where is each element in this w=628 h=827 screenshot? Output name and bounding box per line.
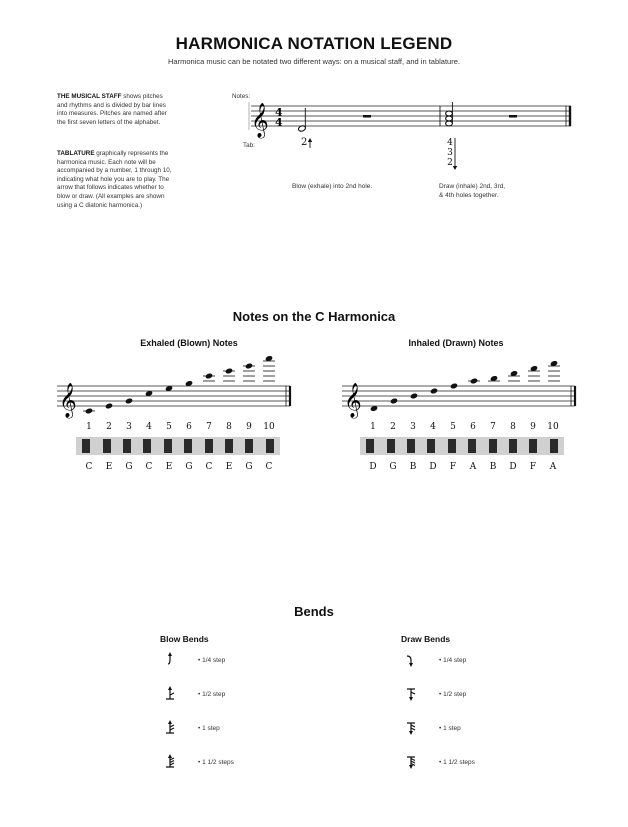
whole-note-icon [450,383,458,390]
blow-bend-row [160,684,234,704]
whole-note-icon [390,398,398,405]
hole-number: 7 [490,422,496,432]
hole-number: 6 [470,422,476,432]
draw-bend-row [401,684,475,704]
draw-bends-title: Draw Bends [401,634,451,644]
note-letter: G [125,462,133,472]
exhaled-note-letters [79,462,279,472]
note-letter: E [105,462,113,472]
whole-note-icon [263,355,275,381]
half-rest-icon [363,115,371,118]
draw-bend-label: • 1/2 step [439,690,467,698]
hole-number: 4 [146,422,152,432]
note-letter: G [389,462,397,472]
hole-number: 1 [86,422,92,432]
hole-number: 9 [530,422,536,432]
bends-title: Bends [294,604,334,619]
note-letter: F [449,462,457,472]
draw-tab-number: 3 [447,148,453,158]
blow-bend-row [160,752,234,772]
whole-note-icon [528,365,540,381]
note-letter: D [369,462,377,472]
note-letter: C [145,462,153,472]
hole-number: 3 [410,422,416,432]
whole-step-blow-bend-icon [160,718,186,738]
step-and-half-blow-bend-icon [160,752,186,772]
hole-number: 5 [166,422,172,432]
note-letter: E [165,462,173,472]
notes-label: Notes: [232,93,251,100]
whole-note-icon [430,388,438,395]
treble-clef-icon: 𝄞 [59,383,77,418]
blow-bend-row [160,718,234,738]
blow-caption: Blow (exhale) into 2nd hole. [292,183,373,190]
quarter-step-draw-bend-icon [401,650,427,670]
example-staff [243,96,583,176]
blow-bends-title: Blow Bends [160,634,209,644]
whole-note-icon [125,398,133,405]
half-step-blow-bend-icon [160,684,186,704]
treble-clef-icon: 𝄞 [251,103,269,138]
hole-number: 7 [206,422,212,432]
whole-step-draw-bend-icon [401,718,427,738]
exhaled-harmonica-holes-icon [76,437,280,455]
note-letter: G [245,462,253,472]
note-letter: B [409,462,417,472]
draw-tab-numbers [446,138,454,168]
note-letter: E [225,462,233,472]
note-letter: D [429,462,437,472]
inhaled-hole-numbers [363,422,563,432]
whole-note-icon [83,408,95,415]
staff-explanation-body: shows pitches and rhythms and is divided by bar lines into measures. Pitches are named after the first seven letters of the alphabet. [57,93,167,126]
draw-caption-line: & 4th holes together. [439,192,499,199]
whole-note-icon [548,360,560,381]
blow-bends-list [160,650,234,772]
inhaled-note-letters [363,462,563,472]
whole-note-icon [223,368,235,381]
staff-explanation [57,93,175,127]
hole-number: 5 [450,422,456,432]
hole-number: 6 [186,422,192,432]
draw-bend-row [401,718,475,738]
note-letter: D [509,462,517,472]
example-staff-lines [251,106,571,126]
draw-caption-line: Draw (inhale) 2nd, 3rd, [439,183,506,190]
blow-bend-row [160,650,234,670]
blow-bend-label: • 1 step [198,724,220,732]
tablature-explanation [57,150,175,210]
note-letter: B [489,462,497,472]
blow-tab-number: 2 [301,137,308,148]
inhaled-notes-staff [340,352,580,422]
page-title: HARMONICA NOTATION LEGEND [175,34,453,53]
hole-number: 8 [226,422,232,432]
whole-note-icon [488,375,500,382]
note-letter: F [529,462,537,472]
whole-note-icon [105,403,113,410]
staff-explanation-lead: THE MUSICAL STAFF [57,93,122,100]
inhaled-notes-title: Inhaled (Drawn) Notes [408,338,504,348]
blow-arrow-icon [308,138,312,148]
hole-number: 4 [430,422,436,432]
quarter-step-blow-bend-icon [160,650,186,670]
draw-bend-label: • 1/4 step [439,656,467,664]
step-and-half-draw-bend-icon [401,752,427,772]
inhaled-harmonica-holes-icon [360,437,564,455]
time-signature-bottom: 4 [275,116,283,129]
draw-bend-row [401,752,475,772]
draw-bend-row [401,650,475,670]
blow-bend-label: • 1/2 step [198,690,226,698]
exhaled-hole-numbers [79,422,279,432]
hole-number: 2 [390,422,396,432]
page-subtitle: Harmonica music can be notated two different ways: on a musical staff, and in tablature. [168,57,460,66]
hole-number: 2 [106,422,112,432]
whole-note-icon [243,363,255,381]
draw-bend-label: • 1 1/2 steps [439,758,475,766]
tablature-explanation-body: graphically represents the harmonica music. Each note will be accompanied by a number, 1 through 10, indicating what hole you are to play. The arrow that follows indicates whether to blow or draw. (All examples are shown using a C diatonic harmonica.) [57,150,172,209]
draw-tab-number: 4 [447,138,453,148]
hole-number: 3 [126,422,132,432]
note-letter: C [85,462,93,472]
note-letter: C [205,462,213,472]
exhaled-notes-title: Exhaled (Blown) Notes [140,338,238,348]
time-signature-top: 4 [275,106,283,119]
whole-note-icon [410,393,418,400]
hole-number: 8 [510,422,516,432]
tablature-explanation-lead: TABLATURE [57,150,95,157]
draw-caption [439,182,505,200]
hole-number: 9 [246,422,252,432]
blow-bend-label: • 1/4 step [198,656,226,664]
note-letter: A [469,462,477,472]
draw-bends-list [401,650,475,772]
half-step-draw-bend-icon [401,684,427,704]
chord-half-note-icon [446,102,453,126]
half-note-icon [298,108,306,132]
note-letter: C [265,462,273,472]
note-letter: G [185,462,193,472]
note-letter: A [549,462,557,472]
exhaled-notes-staff [55,352,295,422]
whole-note-icon [468,378,480,385]
treble-clef-icon: 𝄞 [344,383,362,418]
half-rest-icon [509,115,517,118]
tab-label: Tab: [243,142,255,149]
hole-number: 10 [547,422,559,432]
whole-note-icon [508,370,520,381]
whole-note-icon [203,373,215,381]
blow-bend-label: • 1 1/2 steps [198,758,234,766]
draw-tab-number: 2 [447,158,453,168]
hole-number: 10 [263,422,275,432]
notes-section-title: Notes on the C Harmonica [232,309,396,324]
draw-bend-label: • 1 step [439,724,461,732]
hole-number: 1 [370,422,376,432]
